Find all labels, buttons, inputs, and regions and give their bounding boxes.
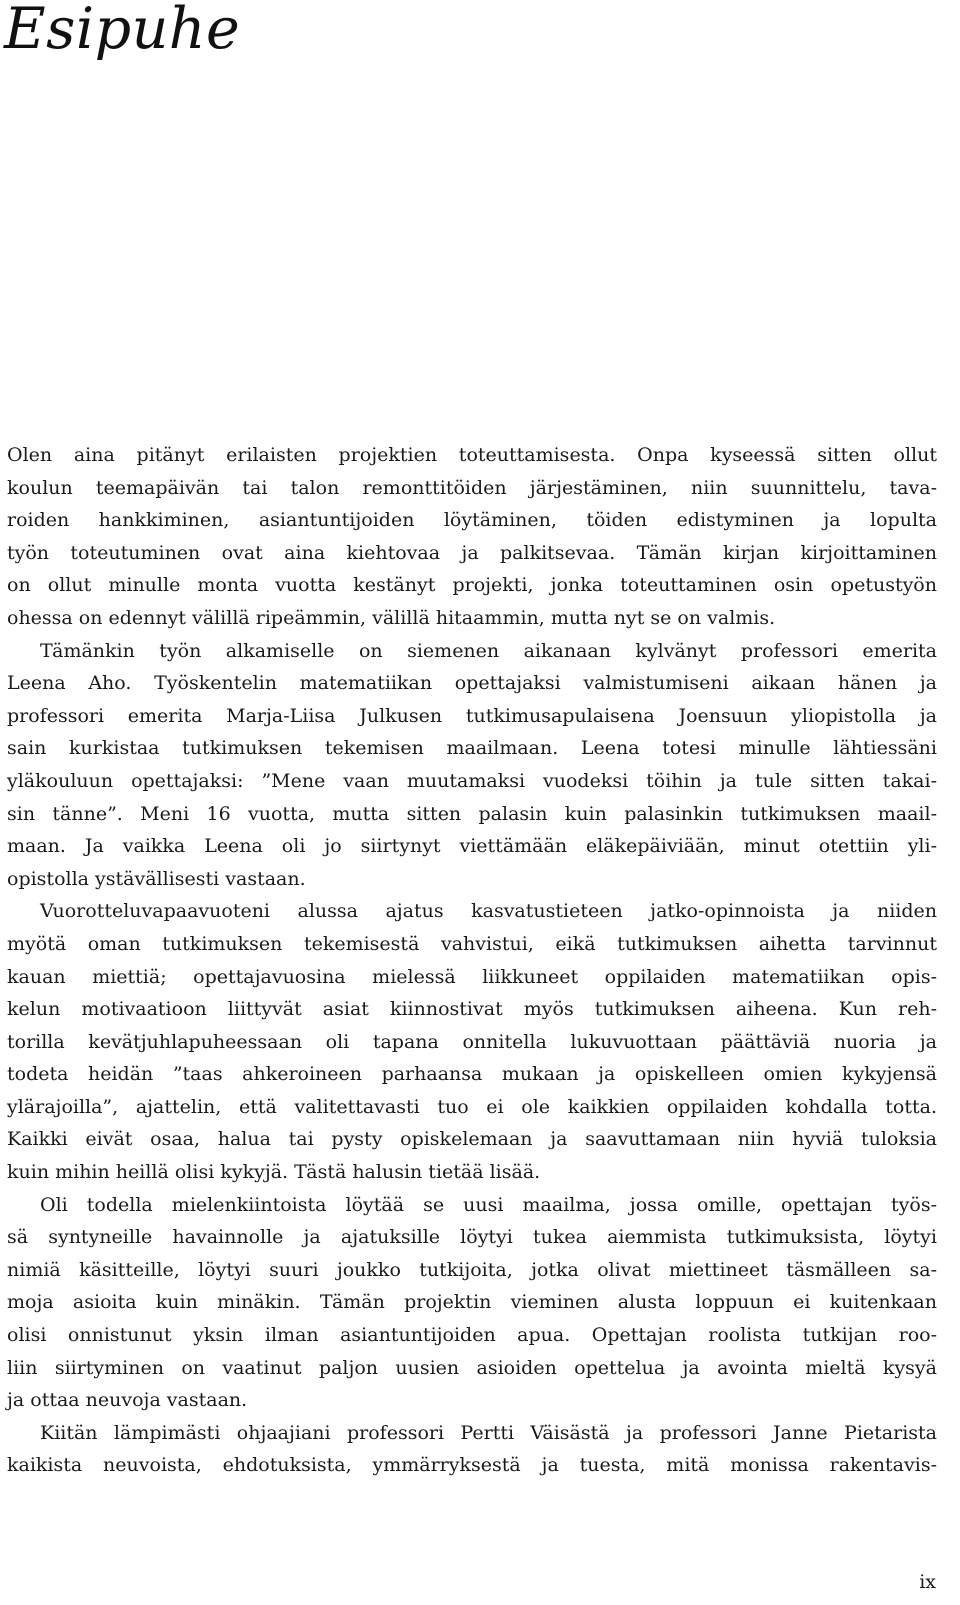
text-line: ja ottaa neuvoja vastaan. (7, 1389, 248, 1412)
text-line: sin tänne”. Meni 16 vuotta, mutta sitten palasin kuin palasinkin tutkimuksen maail- (7, 802, 937, 825)
paragraph (7, 439, 937, 635)
text-line: Tämänkin työn alkamiselle on siemenen aikanaan kylvänyt professori emerita (40, 639, 937, 662)
body-text (7, 439, 937, 1482)
text-line: myötä oman tutkimuksen tekemisestä vahvistui, eikä tutkimuksen aihetta tarvinnut (7, 932, 937, 955)
text-line: kaikista neuvoista, ehdotuksista, ymmärryksestä ja tuesta, mitä monissa rakentavis- (7, 1454, 937, 1477)
text-line: Oli todella mielenkiintoista löytää se uusi maailma, jossa omille, opettajan työs- (40, 1193, 937, 1216)
text-line: kuin mihin heillä olisi kykyjä. Tästä halusin tietää lisää. (7, 1161, 541, 1184)
text-line: opistolla ystävällisesti vastaan. (7, 867, 306, 890)
text-line: sain kurkistaa tutkimuksen tekemisen maailmaan. Leena totesi minulle lähtiessäni (7, 737, 937, 760)
text-line: on ollut minulle monta vuotta kestänyt projekti, jonka toteuttaminen osin opetustyön (7, 574, 937, 597)
text-line: kauan miettiä; opettajavuosina mielessä liikkuneet oppilaiden matematiikan opis- (7, 965, 937, 988)
text-line: ylärajoilla”, ajattelin, että valitettavasti tuo ei ole kaikkien oppilaiden kohdalla totta. (7, 1095, 937, 1118)
text-line: torilla kevätjuhlapuheessaan oli tapana onnitella lukuvuottaan päättäviä nuoria ja (7, 1030, 937, 1053)
text-line: olisi onnistunut yksin ilman asiantuntijoiden apua. Opettajan roolista tutkijan roo- (7, 1324, 937, 1347)
text-line: liin siirtyminen on vaatinut paljon uusien asioiden opettelua ja avointa mieltä kysyä (7, 1356, 937, 1379)
text-line: Kaikki eivät osaa, halua tai pysty opiskelemaan ja saavuttamaan niin hyviä tuloksia (7, 1128, 937, 1151)
chapter-heading: Esipuhe (4, 0, 241, 62)
text-line: professori emerita Marja-Liisa Julkusen tutkimusapulaisena Joensuun yliopistolla ja (7, 704, 937, 727)
text-line: sä syntyneille havainnolle ja ajatuksille löytyi tukea aiemmista tutkimuksista, löytyi (7, 1226, 937, 1249)
text-line: Leena Aho. Työskentelin matematiikan opettajaksi valmistumiseni aikaan hänen ja (7, 672, 937, 695)
text-line: maan. Ja vaikka Leena oli jo siirtynyt viettämään eläkepäiviään, minut otettiin yli- (7, 835, 937, 858)
page-number: ix (919, 1571, 936, 1593)
text-line: Vuorotteluvapaavuoteni alussa ajatus kasvatustieteen jatko-opinnoista ja niiden (40, 900, 937, 923)
text-line: Kiitän lämpimästi ohjaajiani professori Pertti Väisästä ja professori Janne Pietarista (40, 1421, 937, 1444)
text-line: kelun motivaatioon liittyvät asiat kiinnostivat myös tutkimuksen aiheena. Kun reh- (7, 998, 937, 1021)
paragraph (7, 895, 937, 1188)
text-line: moja asioita kuin minäkin. Tämän projektin vieminen alusta loppuun ei kuitenkaan (7, 1291, 937, 1314)
paragraph (7, 1189, 937, 1417)
text-line: ohessa on edennyt välillä ripeämmin, välillä hitaammin, mutta nyt se on valmis. (7, 606, 776, 629)
paragraph (7, 1417, 937, 1482)
text-line: Olen aina pitänyt erilaisten projektien toteuttamisesta. Onpa kyseessä sitten ollut (7, 444, 937, 466)
text-line: todeta heidän ”taas ahkeroineen parhaansa mukaan ja opiskelleen omien kykyjensä (7, 1063, 937, 1086)
text-line: koulun teemapäivän tai talon remonttitöiden järjestäminen, niin suunnittelu, tava- (7, 476, 937, 499)
text-line: roiden hankkiminen, asiantuntijoiden löytäminen, töiden edistyminen ja lopulta (7, 509, 937, 532)
text-line: yläkouluun opettajaksi: ”Mene vaan muutamaksi vuodeksi töihin ja tule sitten takai- (7, 769, 937, 792)
paragraph (7, 635, 937, 896)
text-line: työn toteutuminen ovat aina kiehtovaa ja palkitsevaa. Tämän kirjan kirjoittaminen (7, 541, 937, 564)
text-line: nimiä käsitteille, löytyi suuri joukko tutkijoita, jotka olivat miettineet täsmälleen sa- (7, 1258, 937, 1281)
